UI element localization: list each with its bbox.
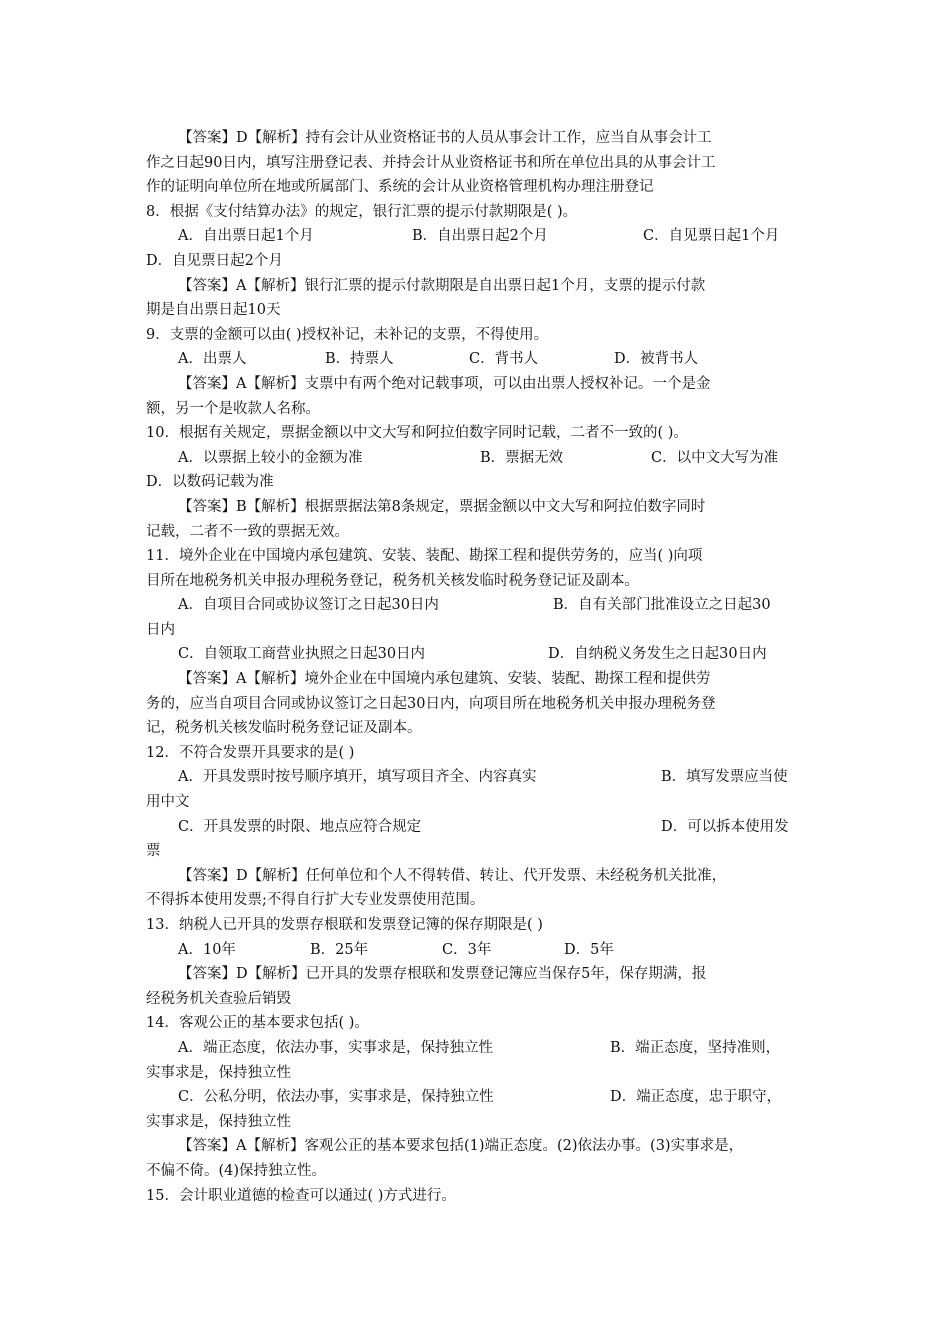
answer-11-cont: 务的，应当自项目合同或协议签订之日起30日内，向项目所在地税务机关申报办理税务登: [146, 695, 716, 712]
answer-8-cont: 期是自出票日起10天: [146, 302, 281, 319]
answer-8: 【答案】A【解析】银行汇票的提示付款期限是自出票日起1个月，支票的提示付款: [178, 277, 706, 294]
option-b: B．填写发票应当使: [661, 769, 788, 786]
option-a: A．自项目合同或协议签订之日起30日内: [178, 597, 439, 614]
option-d: D．被背书人: [614, 351, 699, 368]
answer-13-cont: 经税务机关查验后销毁: [146, 990, 291, 1007]
option-a: A．10年: [178, 941, 236, 958]
option-b: B．自出票日起2个月: [412, 228, 548, 245]
answer-13: 【答案】D【解析】已开具的发票存根联和发票登记簿应当保存5年，保存期满，报: [178, 966, 707, 983]
options-11-ab: [146, 593, 808, 618]
option-c: C．以中文大写为准: [651, 449, 779, 466]
option-a: A．出票人: [178, 351, 247, 368]
answer-7-cont: 作的证明向单位所在地或所属部门、系统的会计从业资格管理机构办理注册登记: [146, 179, 654, 196]
options-10: [146, 446, 808, 471]
answer-9-cont: 额，另一个是收款人名称。: [146, 400, 320, 417]
answer-10-cont: 记载，二者不一致的票据无效。: [146, 523, 349, 540]
option-d: D．可以拆本使用发: [661, 818, 789, 835]
option-b: B．25年: [310, 941, 369, 958]
question-15: 15．会计职业道德的检查可以通过( )方式进行。: [146, 1187, 456, 1204]
option-c: C．3年: [442, 941, 492, 958]
answer-12-cont: 不得拆本使用发票;不得自行扩大专业发票使用范围。: [146, 892, 485, 909]
question-8: 8．根据《支付结算办法》的规定，银行汇票的提示付款期限是( )。: [146, 203, 578, 220]
option-a: A．自出票日起1个月: [178, 228, 314, 245]
option-c: C．公私分明，依法办事，实事求是，保持独立性: [178, 1089, 494, 1106]
options-12-ab: [146, 765, 808, 790]
option-c: C．自见票日起1个月: [643, 228, 780, 245]
option-c: C．背书人: [469, 351, 539, 368]
question-12: 12．不符合发票开具要求的是( ): [146, 744, 355, 761]
page-content: [146, 126, 808, 1208]
answer-9: 【答案】A【解析】支票中有两个绝对记载事项，可以由出票人授权补记。一个是金: [178, 375, 711, 392]
options-12-cd: [146, 815, 808, 840]
option-a: A．开具发票时按号顺序填开，填写项目齐全、内容真实: [178, 769, 537, 786]
option-b-cont: 用中文: [146, 794, 190, 811]
answer-10: 【答案】B【解析】根据票据法第8条规定，票据金额以中文大写和阿拉伯数字同时: [178, 498, 706, 515]
option-d-cont: 实事求是，保持独立性: [146, 1113, 291, 1130]
option-d: D．以数码记载为准: [146, 474, 274, 491]
question-10: 10．根据有关规定，票据金额以中文大写和阿拉伯数字同时记载，二者不一致的( )。: [146, 425, 688, 442]
option-b: B．端正态度，坚持准则，: [610, 1039, 781, 1056]
option-b: B．票据无效: [480, 449, 564, 466]
question-11-cont: 目所在地税务机关申报办理税务登记，税务机关核发临时税务登记证及副本。: [146, 572, 639, 589]
answer-11: 【答案】A【解析】境外企业在中国境内承包建筑、安装、装配、勘探工程和提供劳: [178, 671, 711, 688]
question-13: 13．纳税人已开具的发票存根联和发票登记簿的保存期限是( ): [146, 917, 543, 933]
answer-12: 【答案】D【解析】任何单位和个人不得转借、转让、代开发票、未经税务机关批准，: [178, 867, 727, 884]
options-14-ab: [146, 1036, 808, 1061]
question-11: 11．境外企业在中国境内承包建筑、安装、装配、勘探工程和提供劳务的，应当( )向项: [146, 548, 703, 565]
option-d-cont: 票: [146, 843, 161, 860]
options-11-cd: [146, 642, 808, 667]
option-c: C．自领取工商营业执照之日起30日内: [178, 646, 426, 663]
option-d: D．自见票日起2个月: [146, 252, 283, 269]
option-a: A．以票据上较小的金额为准: [178, 449, 363, 466]
option-d: D．端正态度，忠于职守，: [610, 1089, 782, 1106]
options-9: [146, 347, 808, 372]
option-d: D．自纳税义务发生之日起30日内: [548, 646, 767, 663]
answer-7-cont: 作之日起90日内，填写注册登记表、并持会计从业资格证书和所在单位出具的从事会计工: [146, 154, 716, 171]
answer-7: 【答案】D【解析】持有会计从业资格证书的人员从事会计工作，应当自从事会计工: [178, 130, 712, 146]
options-13: [146, 938, 808, 963]
question-9: 9．支票的金额可以由( )授权补记，未补记的支票，不得使用。: [146, 326, 549, 343]
option-b: B．持票人: [325, 351, 394, 368]
options-8: [146, 224, 808, 249]
option-b: B．自有关部门批准设立之日起30: [553, 597, 771, 614]
option-a: A．端正态度，依法办事，实事求是，保持独立性: [178, 1039, 493, 1056]
answer-11-cont: 记，税务机关核发临时税务登记证及副本。: [146, 720, 422, 737]
option-d: D．5年: [564, 941, 614, 958]
option-b-cont: 实事求是，保持独立性: [146, 1064, 291, 1081]
option-c: C．开具发票的时限、地点应符合规定: [178, 818, 422, 835]
options-14-cd: [146, 1085, 808, 1110]
question-14: 14．客观公正的基本要求包括( )。: [146, 1015, 369, 1032]
option-b-cont: 日内: [146, 621, 175, 638]
answer-14-cont: 不偏不倚。(4)保持独立性。: [146, 1162, 327, 1179]
answer-14: 【答案】A【解析】客观公正的基本要求包括(1)端正态度。(2)依法办事。(3)实事求是，: [178, 1138, 744, 1155]
